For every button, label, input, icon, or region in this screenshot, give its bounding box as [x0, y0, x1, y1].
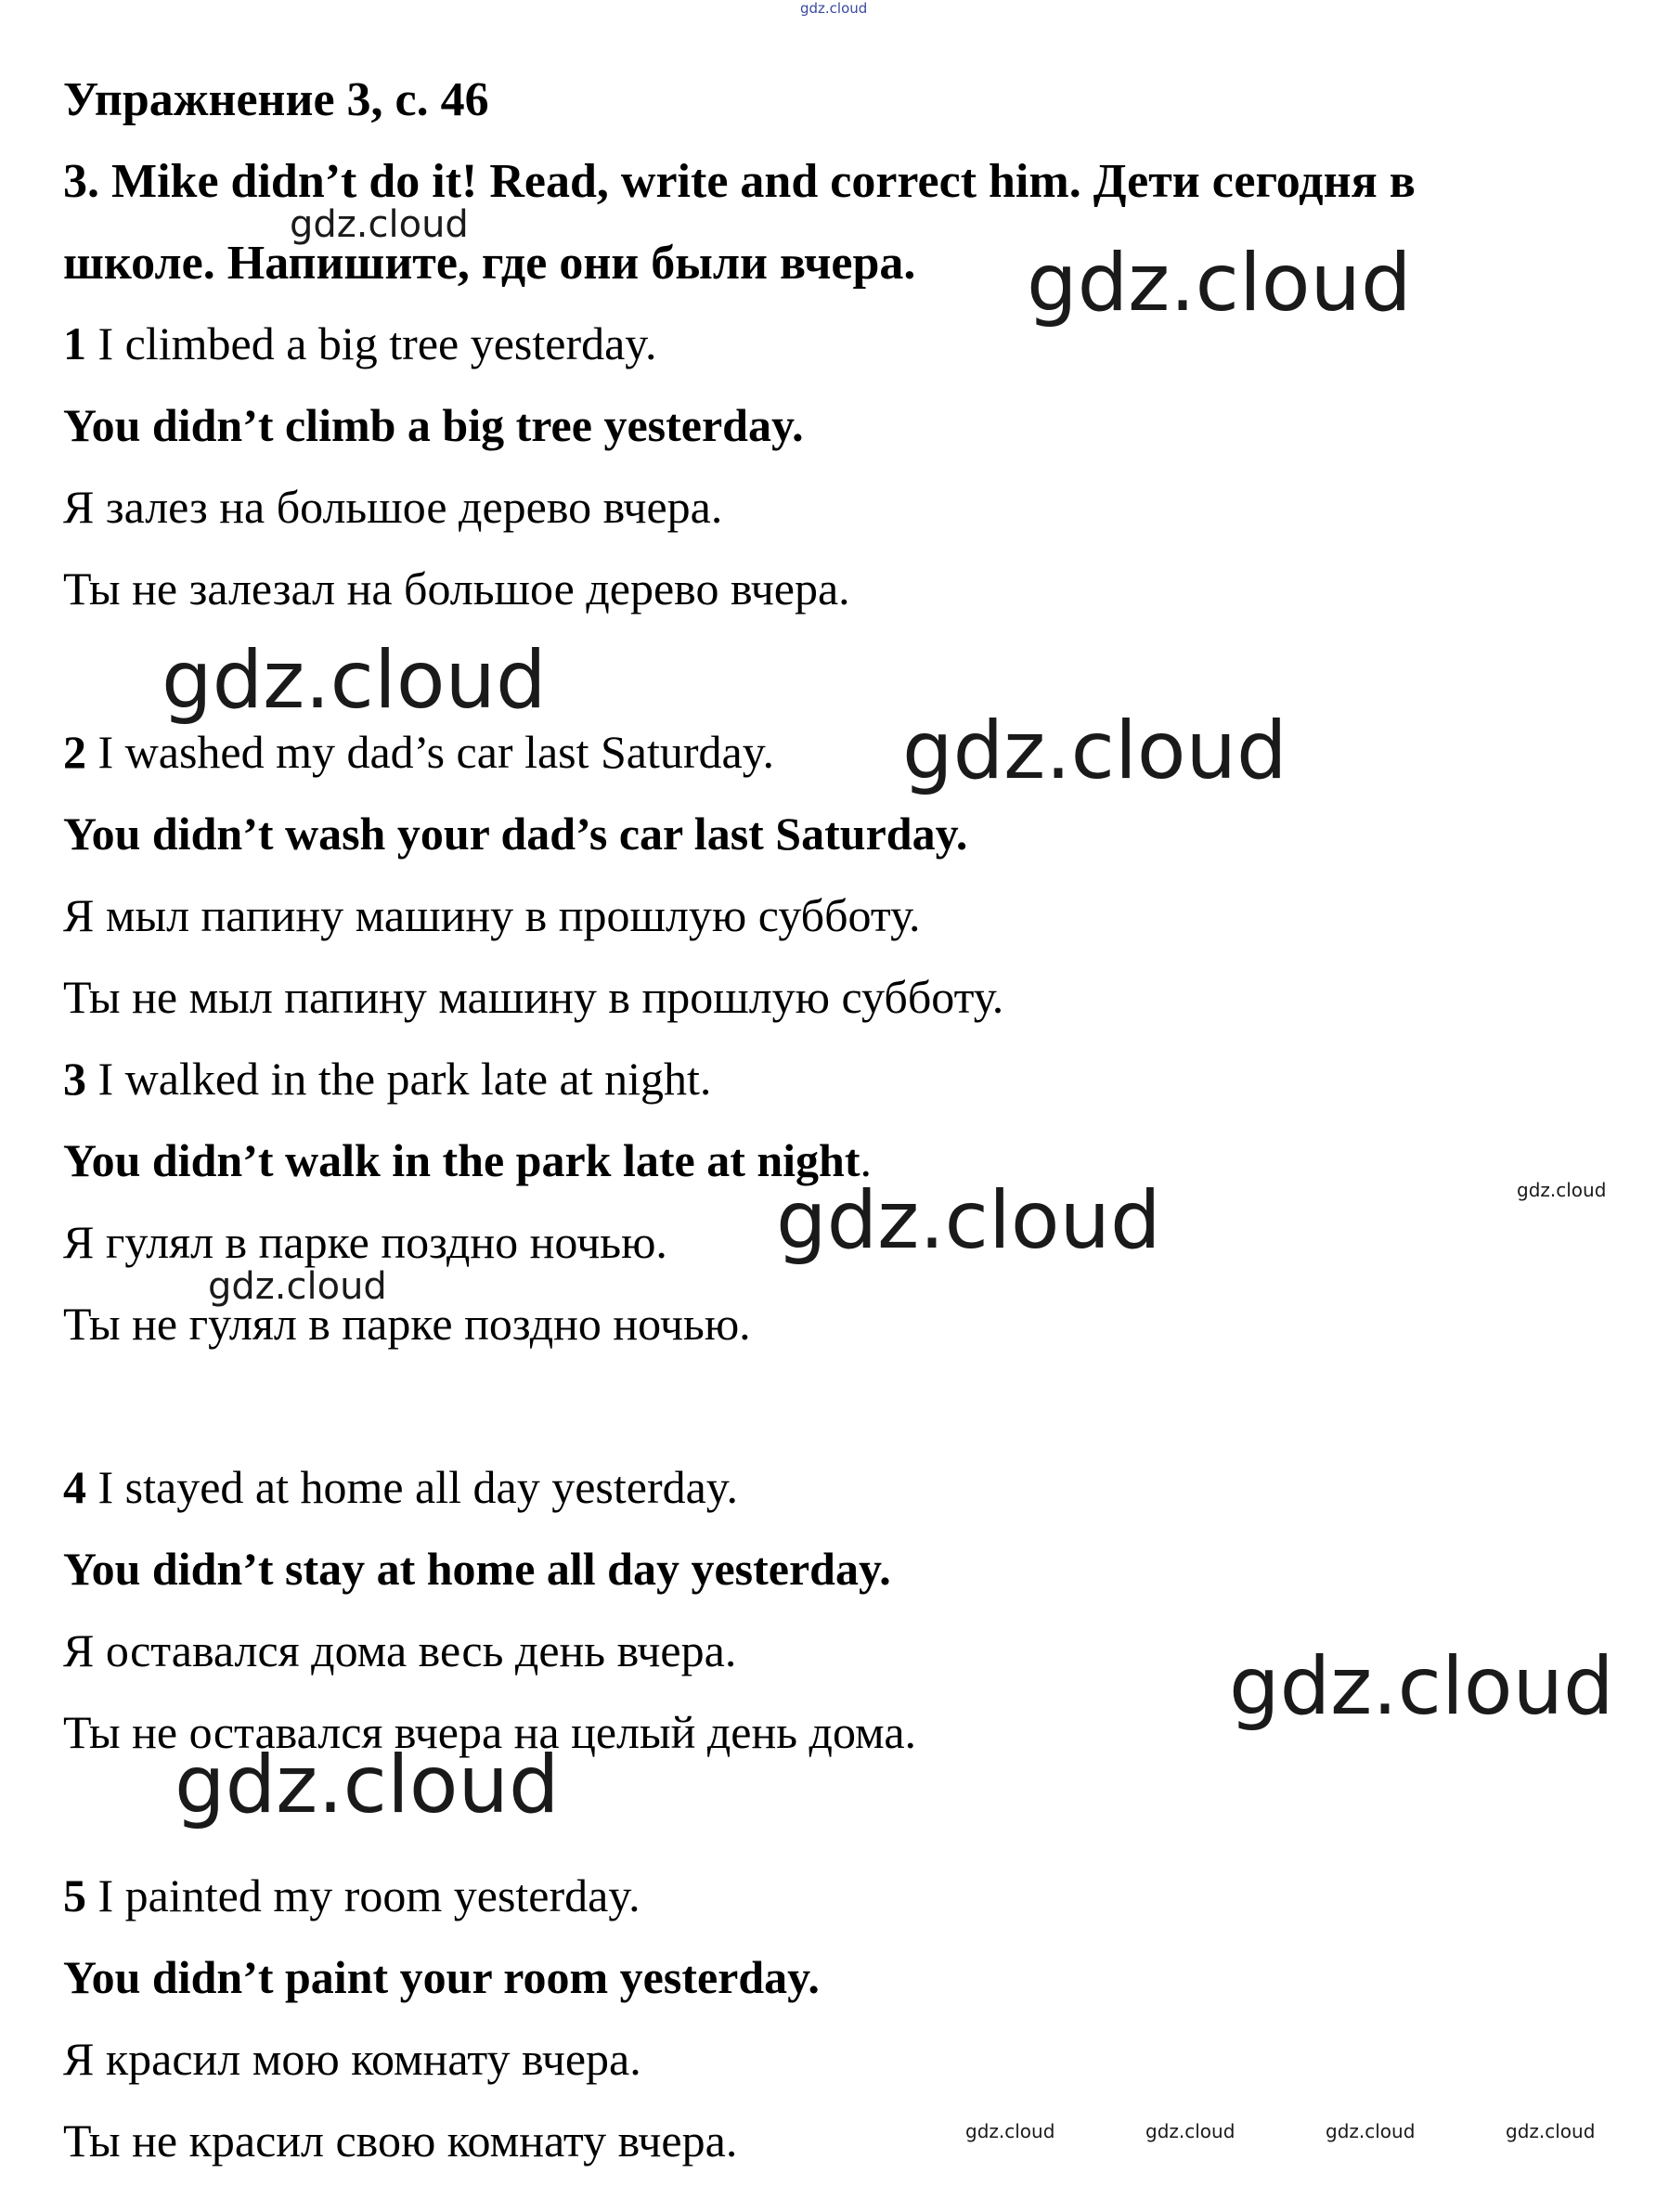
watermark: gdz.cloud: [1517, 1179, 1607, 1201]
watermark: gdz.cloud: [208, 1265, 387, 1308]
item-3-correction-period: .: [860, 1134, 872, 1186]
item-5-statement: [63, 1868, 640, 1923]
watermark: gdz.cloud: [902, 705, 1287, 797]
item-3-correction-text: You didn’t walk in the park late at night: [63, 1134, 860, 1186]
watermark: gdz.cloud: [1229, 1640, 1614, 1733]
item-1-statement: [63, 316, 657, 371]
item-1-translation-negative: Ты не залезал на большое дерево вчера.: [63, 563, 850, 614]
item-3-correction: [63, 1132, 872, 1188]
item-1-statement-text: I climbed a big tree yesterday.: [86, 317, 657, 369]
item-3-translation: Я гулял в парке поздно ночью.: [63, 1216, 667, 1268]
item-1-correction: You didn’t climb a big tree yesterday.: [63, 399, 804, 451]
item-5-translation: Я красил мою комнату вчера.: [63, 2033, 641, 2085]
item-2-number: 2: [63, 726, 86, 778]
watermark: gdz.cloud: [1027, 237, 1412, 330]
watermark: gdz.cloud: [776, 1174, 1161, 1267]
item-2-statement-text: I washed my dad’s car last Saturday.: [86, 726, 774, 778]
item-4-statement: [63, 1459, 738, 1515]
item-4-translation-negative: Ты не оставался вчера на целый день дома.: [63, 1706, 917, 1758]
item-1-number: 1: [63, 317, 86, 369]
item-3-translation-negative: Ты не гулял в парке поздно ночью.: [63, 1298, 751, 1350]
item-2-correction: You didn’t wash your dad’s car last Saturday.: [63, 808, 968, 860]
item-2-translation-negative: Ты не мыл папину машину в прошлую субботу.: [63, 971, 1004, 1023]
item-2-statement: [63, 724, 774, 780]
watermark: gdz.cloud: [290, 203, 469, 246]
item-5-number: 5: [63, 1869, 86, 1921]
watermark: gdz.cloud: [162, 634, 547, 727]
exercise-title: Упражнение 3, с. 46: [63, 73, 489, 126]
watermark-top: gdz.cloud: [800, 0, 868, 17]
watermark: gdz.cloud: [1145, 2120, 1236, 2142]
task-instruction-line-1: 3. Mike didn’t do it! Read, write and correct him. Дети сегодня в: [63, 155, 1416, 208]
item-4-translation: Я оставался дома весь день вчера.: [63, 1624, 737, 1676]
watermark: gdz.cloud: [1326, 2120, 1416, 2142]
item-2-translation: Я мыл папину машину в прошлую субботу.: [63, 889, 921, 941]
item-5-correction: You didn’t paint your room yesterday.: [63, 1951, 820, 2003]
item-3-number: 3: [63, 1053, 86, 1105]
item-1-translation: Я залез на большое дерево вчера.: [63, 481, 723, 533]
item-4-number: 4: [63, 1461, 86, 1513]
watermark: gdz.cloud: [965, 2120, 1055, 2142]
item-5-translation-negative: Ты не красил свою комнату вчера.: [63, 2115, 738, 2167]
item-4-statement-text: I stayed at home all day yesterday.: [86, 1461, 739, 1513]
watermark: gdz.cloud: [175, 1739, 560, 1831]
watermark: gdz.cloud: [1506, 2120, 1596, 2142]
item-3-statement: [63, 1051, 711, 1106]
item-3-statement-text: I walked in the park late at night.: [86, 1053, 712, 1105]
item-5-statement-text: I painted my room yesterday.: [86, 1869, 640, 1921]
item-4-correction: You didn’t stay at home all day yesterday.: [63, 1543, 891, 1595]
task-instruction-line-2: школе. Напишите, где они были вчера.: [63, 237, 916, 290]
